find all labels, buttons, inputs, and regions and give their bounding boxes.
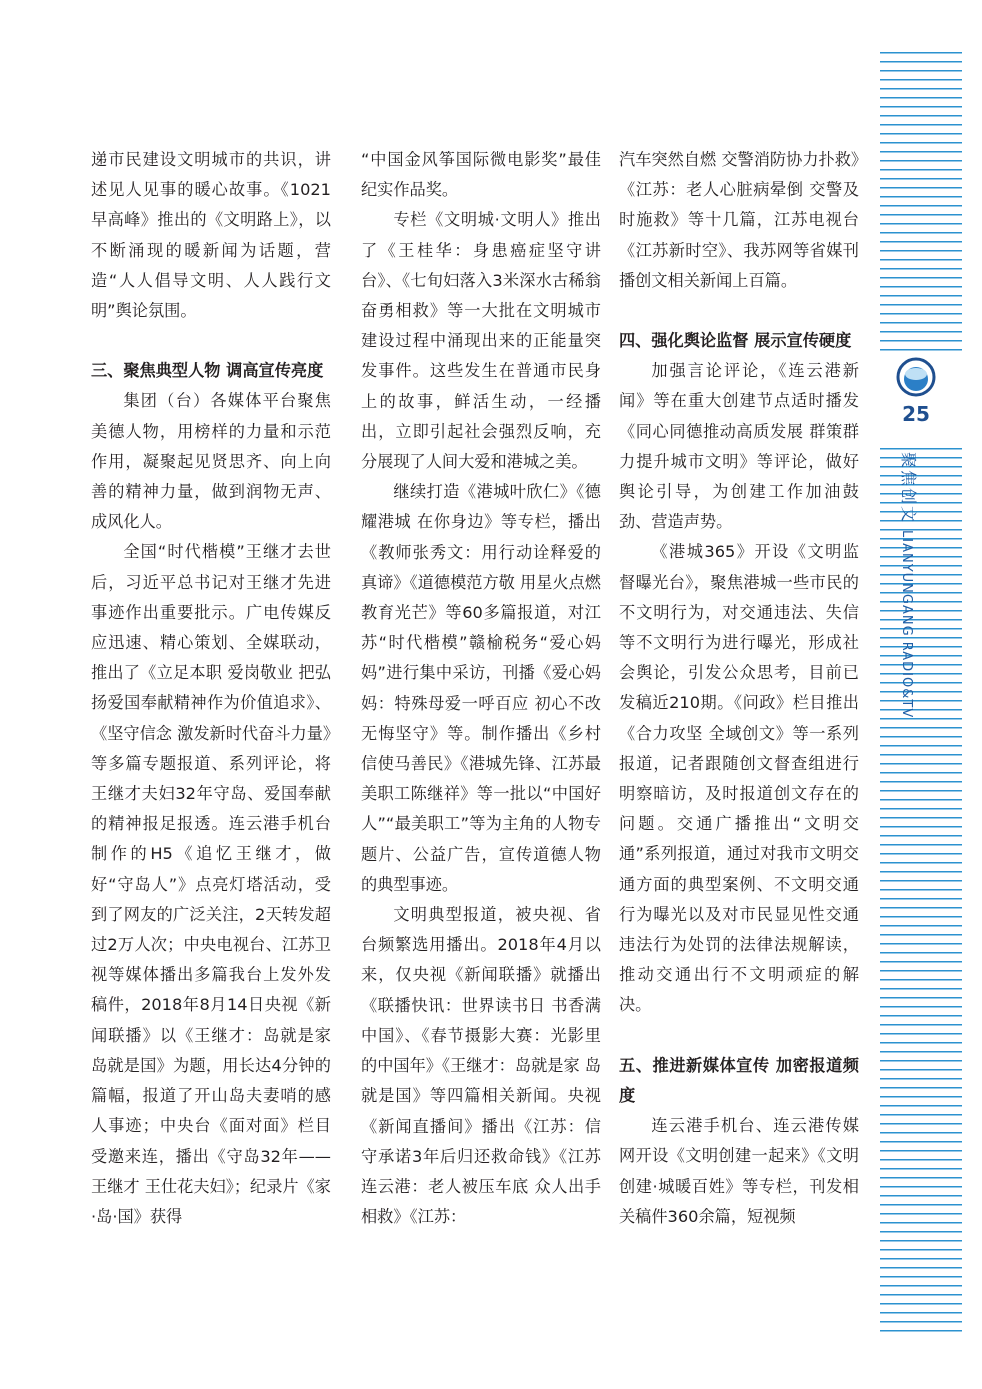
paragraph: 连云港手机台、连云港传媒网开设《文明创建一起来》《文明创建·城暖百姓》等专栏，刊发相关稿件360余篇，短视频 — [619, 1116, 859, 1226]
section-heading-4: 四、强化舆论监督 展示宣传硬度 — [619, 331, 852, 351]
article-column-3 — [619, 145, 859, 1232]
paragraph: 继续打造《港城叶欣仁》《德耀港城 在你身边》等专栏，播出《教师张秀文：用行动诠释爱的真谛》《道德模范方敬 用星火点燃教育光芒》等60多篇报道，对江苏“时代楷模”赣榆税务“爱心妈妈”进行集中采访，刊播《爱心妈妈：特殊母爱一呼百应 初心不改无悔坚守》等。制作播出《乡村信使马善民》《港城先锋、江苏最美职工陈继祥》等一批以“中国好人”“最美职工”等为主角的人物专题片、公益广告，宣传道德人物的典型事迹。 — [361, 482, 601, 894]
page-number: 25 — [902, 402, 930, 426]
paragraph: 专栏《文明城·文明人》推出了《王桂华：身患癌症坚守讲台》、《七旬妇落入3米深水古稀翁奋勇相救》等一大批在文明城市建设过程中涌现出来的正能量突发事件。这些发生在普通市民身上的故事，鲜活生动，一经播出，立即引起社会强烈反响，充分展现了人间大爱和港城之美。 — [361, 210, 601, 472]
article-column-1 — [91, 145, 331, 1232]
section-label-vertical — [892, 452, 932, 772]
paragraph: 加强言论评论，《连云港新闻》等在重大创建节点适时播发《同心同德推动高质发展 群策群力提升城市文明》等评论，做好舆论引导，为创建工作加油鼓劲、营造声势。 — [619, 361, 859, 532]
paragraph: 《港城365》开设《文明监督曝光台》，聚焦港城一些市民的不文明行为，对交通违法、失信等不文明行为进行曝光，形成社会舆论，引发公众思考，目前已发稿近210期。《问政》栏目推出《合力攻坚 全域创文》等一系列报道，记者跟随创文督查组进行明察暗访，及时报道创文存在的问题。交通广播推出“文明交通”系列报道，通过对我市文明交通方面的典型案例、不文明交通行为曝光以及对市民显见性交通违法行为处罚的法律法规解读，推动交通出行不文明顽症的解决。 — [619, 542, 859, 1015]
paragraph: 汽车突然自燃 交警消防协力扑救》《江苏：老人心脏病晕倒 交警及时施救》等十几篇，江苏电视台《江苏新时空》、我苏网等省媒刊播创文相关新闻上百篇。 — [619, 150, 859, 290]
paragraph: 集团（台）各媒体平台聚焦美德人物，用榜样的力量和示范作用，凝聚起见贤思齐、向上向善的精神力量，做到润物无声、成风化人。 — [91, 391, 331, 532]
section-label-cn: 聚焦创文 — [899, 452, 918, 525]
paragraph: 递市民建设文明城市的共识，讲述见人见事的暖心故事。《1021早高峰》推出的《文明路上》，以不断涌现的暖新闻为话题，营造“人人倡导文明、人人践行文明”舆论氛围。 — [91, 150, 331, 321]
article-column-2 — [361, 145, 601, 1232]
magazine-logo-icon — [896, 357, 936, 397]
paragraph: 全国“时代楷模”王继才去世后，习近平总书记对王继才先进事迹作出重要批示。广电传媒反应迅速、精心策划、全媒联动，推出了《立足本职 爱岗敬业 把弘扬爱国奉献精神作为价值追求》、《坚守信念 激发新时代奋斗力量》等多篇专题报道、系列评论，将王继才夫妇32年守岛、爱国奉献的精神报足报透。连云港手机台制作的H5《追忆王继才，做好“守岛人”》点亮灯塔活动，受到了网友的广泛关注，2天转发超过2万人次；中央电视台、江苏卫视等媒体播出多篇我台上发外发稿件，2018年8月14日央视《新闻联播》以《王继才：岛就是家 岛就是国》为题，用长达4分钟的篇幅，报道了开山岛夫妻哨的感人事迹；中央台《面对面》栏目受邀来连，播出《守岛32年——王继才 王仕花夫妇》；纪录片《家·岛·国》获得 — [91, 542, 331, 1226]
section-label-en: LIANYUNGANG RADIO&TV — [899, 530, 914, 719]
paragraph: 文明典型报道，被央视、省台频繁选用播出。2018年4月以来，仅央视《新闻联播》就播出《联播快讯：世界读书日 书香满中国》、《春节摄影大赛：光影里的中国年》《王继才：岛就是家 岛就是国》等四篇相关新闻。央视《新闻直播间》播出《江苏：信守承诺3年后归还救命钱》《江苏连云港：老人被压车底 众人出手相救》《江苏： — [361, 905, 601, 1227]
section-heading-5: 五、推进新媒体宣传 加密报道频度 — [619, 1055, 859, 1105]
section-heading-3: 三、聚焦典型人物 调高宣传亮度 — [91, 361, 324, 381]
paragraph: “中国金风筝国际微电影奖”最佳纪实作品奖。 — [361, 150, 601, 200]
